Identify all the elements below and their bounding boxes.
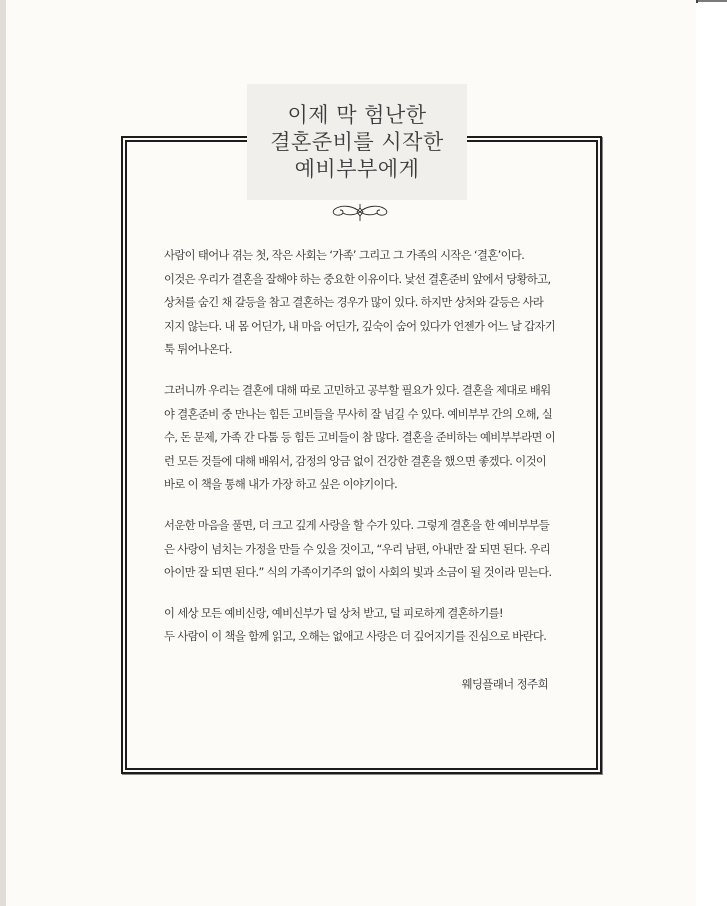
text-line: 이것은 우리가 결혼을 잘해야 하는 중요한 이유이다. 낯선 결혼준비 앞에서 당황하고, — [164, 272, 551, 286]
text-line: 은 사랑이 넘치는 가정을 만들 수 있을 것이고, “우리 남편, 아내만 잘 되면 된다. 우리 — [164, 542, 551, 556]
paragraph-3 — [164, 514, 556, 585]
text-line: 상처를 숨긴 채 갈등을 참고 결혼하는 경우가 많이 있다. 하지만 상처와 갈등은 사라 — [164, 296, 544, 310]
text-line: 그러니까 우리는 결혼에 대해 따로 고민하고 공부할 필요가 있다. 결혼을 제대로 배워 — [164, 383, 551, 397]
text-line: 서운한 마음을 풀면, 더 크고 깊게 사랑을 할 수가 있다. 그렇게 결혼을 한 예비부부들 — [164, 518, 550, 532]
title-line-3: 예비부부에게 — [294, 156, 420, 181]
text-line: 아이만 잘 되면 된다.” 식의 가족이기주의 없이 사회의 빛과 소금이 될 것이라 믿는다. — [164, 566, 552, 580]
text-line: 툭 튀어나온다. — [164, 343, 232, 357]
text-line: 수, 돈 문제, 가족 간 다툼 등 힘든 고비들이 참 많다. 결혼을 준비하는 예비부부라면 이 — [164, 431, 556, 445]
text-line: 이 세상 모든 예비신랑, 예비신부가 덜 상처 받고, 덜 피로하게 결혼하기를! — [164, 606, 503, 620]
paragraph-2 — [164, 379, 556, 497]
paragraph-1 — [164, 244, 556, 362]
signature: 웨딩플래너 정주희 — [461, 678, 548, 691]
paragraph-4 — [164, 602, 556, 649]
title-line-2: 결혼준비를 시작한 — [270, 129, 444, 154]
text-line: 두 사람이 이 책을 함께 읽고, 오해는 없애고 사랑은 더 깊어지기를 진심으로 바란다. — [164, 630, 547, 644]
text-line: 바로 이 책을 통해 내가 가장 하고 싶은 이야기이다. — [164, 478, 398, 492]
flourish-ornament-icon — [330, 200, 390, 224]
body-text — [164, 244, 556, 666]
title-line-1: 이제 막 험난한 — [287, 102, 427, 127]
text-line: 야 결혼준비 중 만나는 힘든 고비들을 무사히 잘 넘길 수 있다. 예비부부 간의 오해, 실 — [164, 407, 553, 421]
text-line: 런 모든 것들에 대해 배워서, 감정의 앙금 없이 건강한 결혼을 했으면 좋겠다. 이것이 — [164, 454, 547, 468]
corner-tab — [697, 0, 727, 2]
title-box — [247, 84, 467, 200]
text-line: 사람이 태어나 겪는 첫, 작은 사회는 ‘가족’ 그리고 그 가족의 시작은 ‘결혼’이다. — [164, 249, 525, 262]
text-line: 지지 않는다. 내 몸 어딘가, 내 마음 어딘가, 깊숙이 숨어 있다가 언젠가 어느 날 갑자기 — [164, 319, 556, 333]
